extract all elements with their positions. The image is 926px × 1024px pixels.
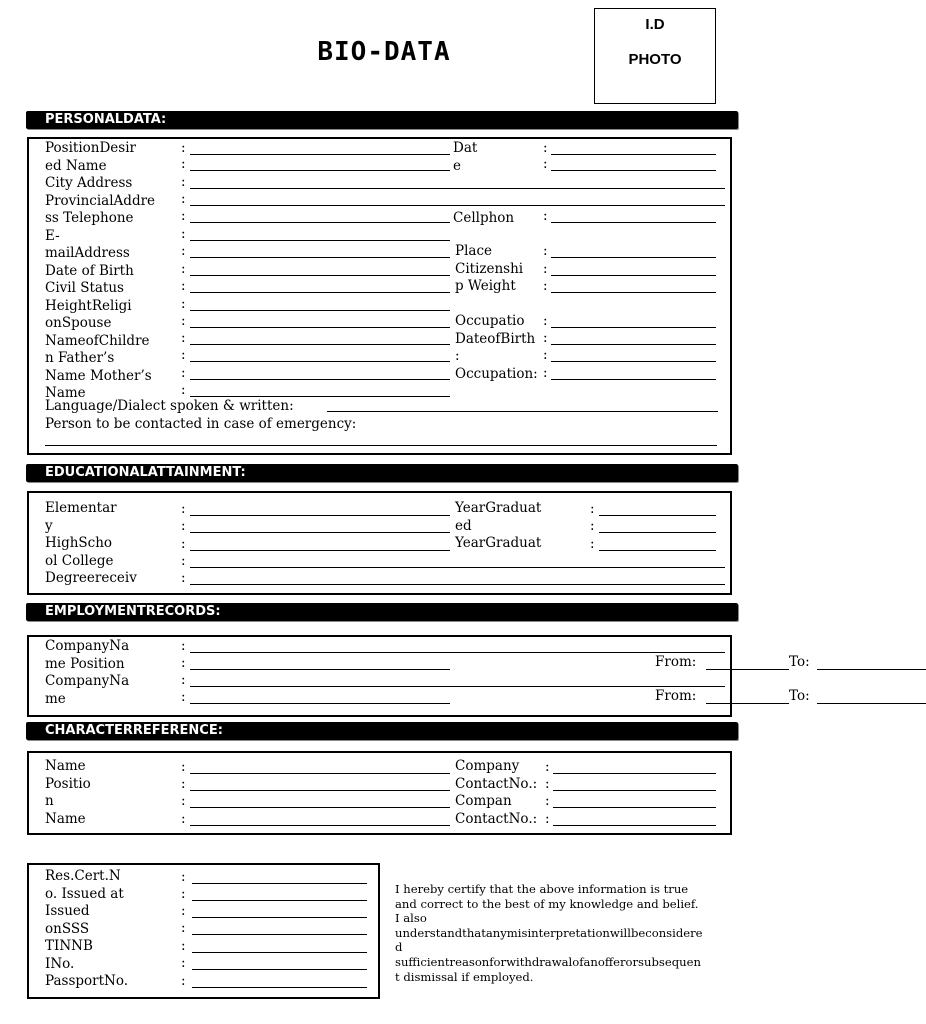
id-field-4[interactable] bbox=[192, 934, 367, 935]
education-year-field-1[interactable] bbox=[599, 515, 716, 516]
colon: : bbox=[181, 140, 186, 156]
colon: : bbox=[543, 208, 548, 224]
employment-field-2[interactable] bbox=[190, 669, 450, 670]
reference-field-4[interactable] bbox=[190, 825, 450, 826]
reference-right-field-1[interactable] bbox=[553, 773, 716, 774]
education-left-labels: Elementar y HighScho ol College Degreereceiv bbox=[45, 500, 137, 586]
id-field-5[interactable] bbox=[192, 952, 367, 953]
reference-right-field-4[interactable] bbox=[553, 825, 716, 826]
colon: : bbox=[545, 811, 550, 827]
personal-field-5[interactable] bbox=[190, 222, 450, 223]
personal-left-labels: PositionDesir ed Name City Address ProvincialAddre ss Telephone E- mailAddress Date of Birth Civil Status HeightReligi onSpouse NameofChildre n Father’s Name Mother’s Name bbox=[45, 140, 156, 401]
employment-field-4[interactable] bbox=[190, 703, 450, 704]
colon: : bbox=[181, 261, 186, 277]
language-label: Language/Dialect spoken & written: bbox=[45, 398, 294, 414]
page-title: BIO-DATA bbox=[317, 37, 451, 67]
colon: : bbox=[181, 955, 186, 971]
from-field-1[interactable] bbox=[706, 669, 789, 670]
colon: : bbox=[545, 793, 550, 809]
employment-box bbox=[27, 635, 732, 717]
photo-label-line2: PHOTO bbox=[628, 51, 682, 68]
education-field-5[interactable] bbox=[190, 584, 725, 585]
language-field[interactable] bbox=[327, 411, 718, 412]
colon: : bbox=[181, 811, 186, 827]
personal-field-8[interactable] bbox=[190, 275, 450, 276]
colon: : bbox=[181, 330, 186, 346]
colon: : bbox=[543, 313, 548, 329]
personal-field-3[interactable] bbox=[190, 188, 725, 189]
colon: : bbox=[181, 243, 186, 259]
education-field-1[interactable] bbox=[190, 515, 450, 516]
education-field-2[interactable] bbox=[190, 532, 450, 533]
colon: : bbox=[181, 938, 186, 954]
employment-left-labels: CompanyNa me Position CompanyNa me bbox=[45, 638, 130, 707]
ids-labels: Res.Cert.N o. Issued at Issued onSSS TINNB INo. PassportNo. bbox=[45, 868, 129, 989]
colon: : bbox=[181, 672, 186, 688]
personal-field-13[interactable] bbox=[190, 361, 450, 362]
colon: : bbox=[181, 776, 186, 792]
photo-label-line1: I.D bbox=[645, 16, 665, 33]
id-photo-box bbox=[594, 8, 716, 104]
colon: : bbox=[543, 243, 548, 259]
personal-field-1[interactable] bbox=[190, 154, 450, 155]
colon: : bbox=[543, 347, 548, 363]
colon: : bbox=[181, 518, 186, 534]
colon: : bbox=[590, 536, 595, 552]
personal-field-12[interactable] bbox=[190, 344, 450, 345]
reference-heading: CHARACTERREFERENCE: bbox=[26, 722, 738, 740]
id-field-7[interactable] bbox=[192, 987, 367, 988]
colon: : bbox=[181, 638, 186, 654]
personal-field-2[interactable] bbox=[190, 170, 450, 171]
personal-field-11[interactable] bbox=[190, 327, 450, 328]
from-field-2[interactable] bbox=[706, 703, 789, 704]
personal-right-field-10[interactable] bbox=[551, 379, 716, 380]
personal-field-4[interactable] bbox=[190, 205, 725, 206]
colon: : bbox=[181, 208, 186, 224]
personal-right-field-3[interactable] bbox=[551, 222, 716, 223]
from-label: From: bbox=[655, 688, 697, 704]
id-field-6[interactable] bbox=[192, 969, 367, 970]
colon: : bbox=[545, 776, 550, 792]
personal-right-labels-place: Place Citizenshi p Weight bbox=[455, 243, 524, 294]
education-right-labels: YearGraduat ed YearGraduat bbox=[455, 500, 542, 551]
colon: : bbox=[543, 140, 548, 156]
colon: : bbox=[181, 156, 186, 172]
colon: : bbox=[181, 536, 186, 552]
colon: : bbox=[543, 278, 548, 294]
education-year-field-3[interactable] bbox=[599, 550, 716, 551]
colon: : bbox=[543, 156, 548, 172]
colon: : bbox=[181, 226, 186, 242]
colon: : bbox=[181, 759, 186, 775]
personal-right-field-7[interactable] bbox=[551, 327, 716, 328]
personal-right-field-8[interactable] bbox=[551, 344, 716, 345]
education-year-field-2[interactable] bbox=[599, 532, 716, 533]
colon: : bbox=[181, 191, 186, 207]
reference-field-2[interactable] bbox=[190, 790, 450, 791]
colon: : bbox=[181, 920, 186, 936]
colon: : bbox=[181, 174, 186, 190]
from-label: From: bbox=[655, 654, 697, 670]
to-field-2[interactable] bbox=[817, 703, 926, 704]
colon: : bbox=[181, 655, 186, 671]
personal-right-field-2[interactable] bbox=[551, 170, 716, 171]
certification-statement: I hereby certify that the above information is true and correct to the best of my knowledge and belief. I also understandthatanymisinterpretationwillbeconsidere d sufficientreasonforwithdrawalofanofferorsubsequen t dismissal if employed. bbox=[395, 882, 703, 984]
colon: : bbox=[181, 886, 186, 902]
emergency-label: Person to be contacted in case of emergency: bbox=[45, 416, 357, 432]
personal-field-7[interactable] bbox=[190, 257, 450, 258]
employment-field-1[interactable] bbox=[190, 652, 725, 653]
colon: : bbox=[545, 759, 550, 775]
colon: : bbox=[181, 793, 186, 809]
personal-field-6[interactable] bbox=[190, 240, 450, 241]
employment-field-3[interactable] bbox=[190, 686, 725, 687]
personal-field-15[interactable] bbox=[190, 396, 450, 397]
colon: : bbox=[590, 518, 595, 534]
personal-field-10[interactable] bbox=[190, 310, 450, 311]
personal-right-labels-date: Dat e bbox=[453, 140, 478, 174]
employment-heading: EMPLOYMENTRECORDS: bbox=[26, 603, 738, 621]
colon: : bbox=[543, 365, 548, 381]
colon: : bbox=[181, 570, 186, 586]
colon: : bbox=[181, 296, 186, 312]
reference-right-field-2[interactable] bbox=[553, 790, 716, 791]
to-field-1[interactable] bbox=[817, 669, 926, 670]
colon: : bbox=[181, 313, 186, 329]
id-field-1[interactable] bbox=[192, 883, 367, 884]
colon: : bbox=[181, 365, 186, 381]
colon: : bbox=[181, 689, 186, 705]
reference-right-field-3[interactable] bbox=[553, 807, 716, 808]
reference-field-1[interactable] bbox=[190, 773, 450, 774]
colon: : bbox=[181, 501, 186, 517]
personal-right-labels-cellphone: Cellphon bbox=[453, 210, 515, 226]
reference-right-labels: Company ContactNo.: Compan ContactNo.: bbox=[455, 758, 538, 827]
personal-right-field-1[interactable] bbox=[551, 154, 716, 155]
colon: : bbox=[181, 973, 186, 989]
reference-field-3[interactable] bbox=[190, 807, 450, 808]
colon: : bbox=[590, 501, 595, 517]
reference-box bbox=[27, 751, 732, 835]
colon: : bbox=[181, 869, 186, 885]
education-field-3[interactable] bbox=[190, 550, 450, 551]
education-field-4[interactable] bbox=[190, 567, 725, 568]
personal-right-field-9[interactable] bbox=[551, 361, 716, 362]
id-field-3[interactable] bbox=[192, 917, 367, 918]
colon: : bbox=[181, 903, 186, 919]
colon: : bbox=[181, 382, 186, 398]
personal-right-field-4[interactable] bbox=[551, 257, 716, 258]
colon: : bbox=[543, 330, 548, 346]
id-field-2[interactable] bbox=[192, 900, 367, 901]
education-heading: EDUCATIONALATTAINMENT: bbox=[26, 464, 738, 482]
colon: : bbox=[543, 261, 548, 277]
colon: : bbox=[181, 347, 186, 363]
personal-right-labels-occupation: Occupatio DateofBirth : Occupation: bbox=[455, 313, 538, 382]
personal-right-field-6[interactable] bbox=[551, 292, 716, 293]
reference-left-labels: Name Positio n Name bbox=[45, 758, 91, 827]
to-label: To: bbox=[789, 688, 810, 704]
personal-right-field-5[interactable] bbox=[551, 275, 716, 276]
personal-field-9[interactable] bbox=[190, 292, 450, 293]
to-label: To: bbox=[789, 654, 810, 670]
emergency-field[interactable] bbox=[45, 445, 717, 446]
personal-field-14[interactable] bbox=[190, 379, 450, 380]
colon: : bbox=[181, 553, 186, 569]
colon: : bbox=[181, 278, 186, 294]
personal-data-heading: PERSONALDATA: bbox=[26, 111, 738, 129]
